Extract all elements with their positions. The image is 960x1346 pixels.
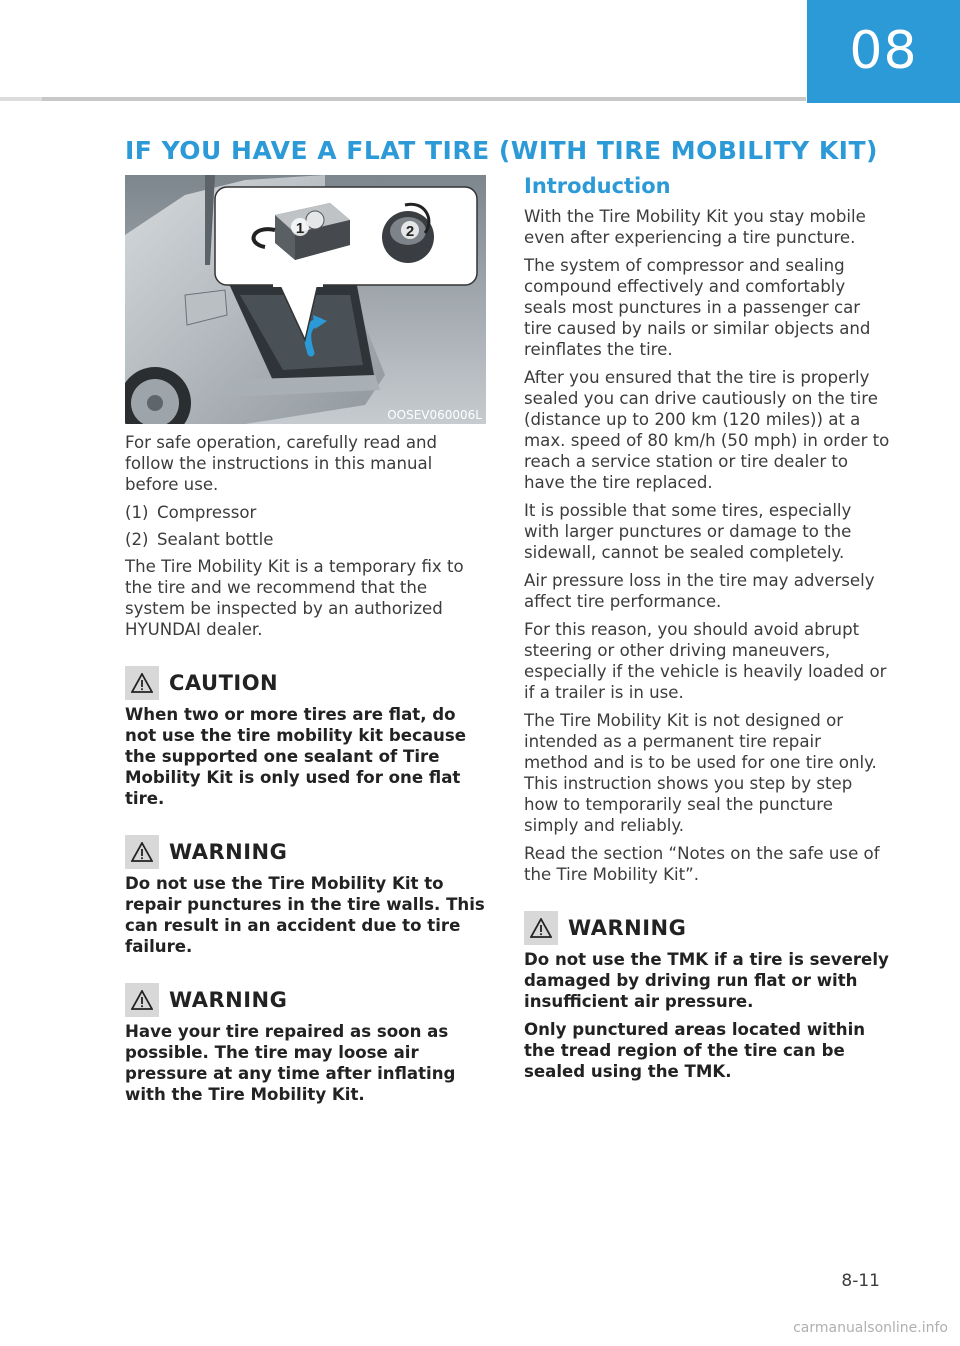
svg-text:1: 1 — [295, 220, 305, 237]
warning-icon — [125, 983, 159, 1017]
section-title: IF YOU HAVE A FLAT TIRE (WITH TIRE MOBILITY KIT) — [125, 136, 878, 165]
list-item — [125, 502, 487, 523]
page-number: 8-11 — [841, 1271, 880, 1291]
warning-icon — [524, 911, 558, 945]
warning-text: Do not use the Tire Mobility Kit to repair punctures in the tire walls. This can result in an accident due to tire failure. — [125, 874, 485, 956]
caution-notice — [125, 666, 487, 809]
warning-title: WARNING — [169, 988, 288, 1012]
left-column — [125, 432, 487, 1112]
warning-text: Have your tire repaired as soon as possible. The tire may loose air pressure at any time after inflating with the Tire Mobility Kit. — [125, 1022, 456, 1104]
body-paragraph: For this reason, you should avoid abrupt steering or other driving maneuvers, especially if the vehicle is heavily loaded or if a trailer is in use. — [524, 620, 887, 702]
warning-text: Only punctured areas located within the tread region of the tire can be sealed using the TMK. — [524, 1020, 866, 1081]
warning-icon — [125, 835, 159, 869]
body-paragraph: The Tire Mobility Kit is not designed or intended as a permanent tire repair method and is to be used for one tire only. This instruction shows you step by step how to temporarily seal the puncture simply and reliably. — [524, 711, 877, 835]
caution-icon — [125, 666, 159, 700]
warning-title: WARNING — [568, 916, 687, 940]
body-paragraph: Read the section “Notes on the safe use of the Tire Mobility Kit”. — [524, 844, 880, 884]
figure-code: OOSEV060006L — [387, 408, 482, 422]
body-paragraph: After you ensured that the tire is properly sealed you can drive cautiously on the tire (distance up to 200 km (120 miles)) at a max. speed of 80 km/h (50 mph) in order to reach a service station or tire dealer to have the tire replaced. — [524, 368, 890, 492]
list-item-label: Sealant bottle — [157, 530, 274, 549]
caution-title: CAUTION — [169, 671, 279, 695]
svg-text:2: 2 — [405, 223, 415, 240]
body-paragraph: With the Tire Mobility Kit you stay mobile even after experiencing a tire puncture. — [524, 207, 866, 247]
list-item-number: (1) — [125, 503, 149, 522]
warning-notice — [524, 911, 890, 1082]
body-paragraph: The system of compressor and sealing compound effectively and comfortably seals most punctures in a passenger car tire caused by nails or similar objects and reinflates the tire. — [524, 256, 871, 359]
body-paragraph: Air pressure loss in the tire may adversely affect tire performance. — [524, 571, 875, 611]
chapter-tab: 08 — [807, 0, 960, 103]
intro-paragraph: For safe operation, carefully read and follow the instructions in this manual before use. — [125, 433, 438, 494]
right-column — [524, 172, 890, 1089]
figure-illustration — [125, 175, 486, 424]
body-paragraph: It is possible that some tires, especially with larger punctures or damage to the sidewall, cannot be sealed completely. — [524, 501, 852, 562]
warning-notice — [125, 835, 487, 957]
caution-text: When two or more tires are flat, do not use the tire mobility kit because the supported one sealant of Tire Mobility Kit is only used for one flat tire. — [125, 705, 466, 808]
list-item-number: (2) — [125, 530, 149, 549]
list-item-label: Compressor — [157, 503, 257, 522]
list-item — [125, 529, 487, 550]
tire-mobility-kit-figure — [125, 175, 486, 424]
warning-notice — [125, 983, 487, 1105]
introduction-heading: Introduction — [524, 174, 671, 198]
header-rule — [0, 97, 806, 101]
site-watermark: carmanualsonline.info — [793, 1320, 948, 1336]
warning-title: WARNING — [169, 840, 288, 864]
summary-paragraph: The Tire Mobility Kit is a temporary fix to the tire and we recommend that the system be inspected by an authorized HYUNDAI dealer. — [125, 557, 464, 639]
warning-text: Do not use the TMK if a tire is severely damaged by driving run flat or with insufficient air pressure. — [524, 950, 889, 1011]
